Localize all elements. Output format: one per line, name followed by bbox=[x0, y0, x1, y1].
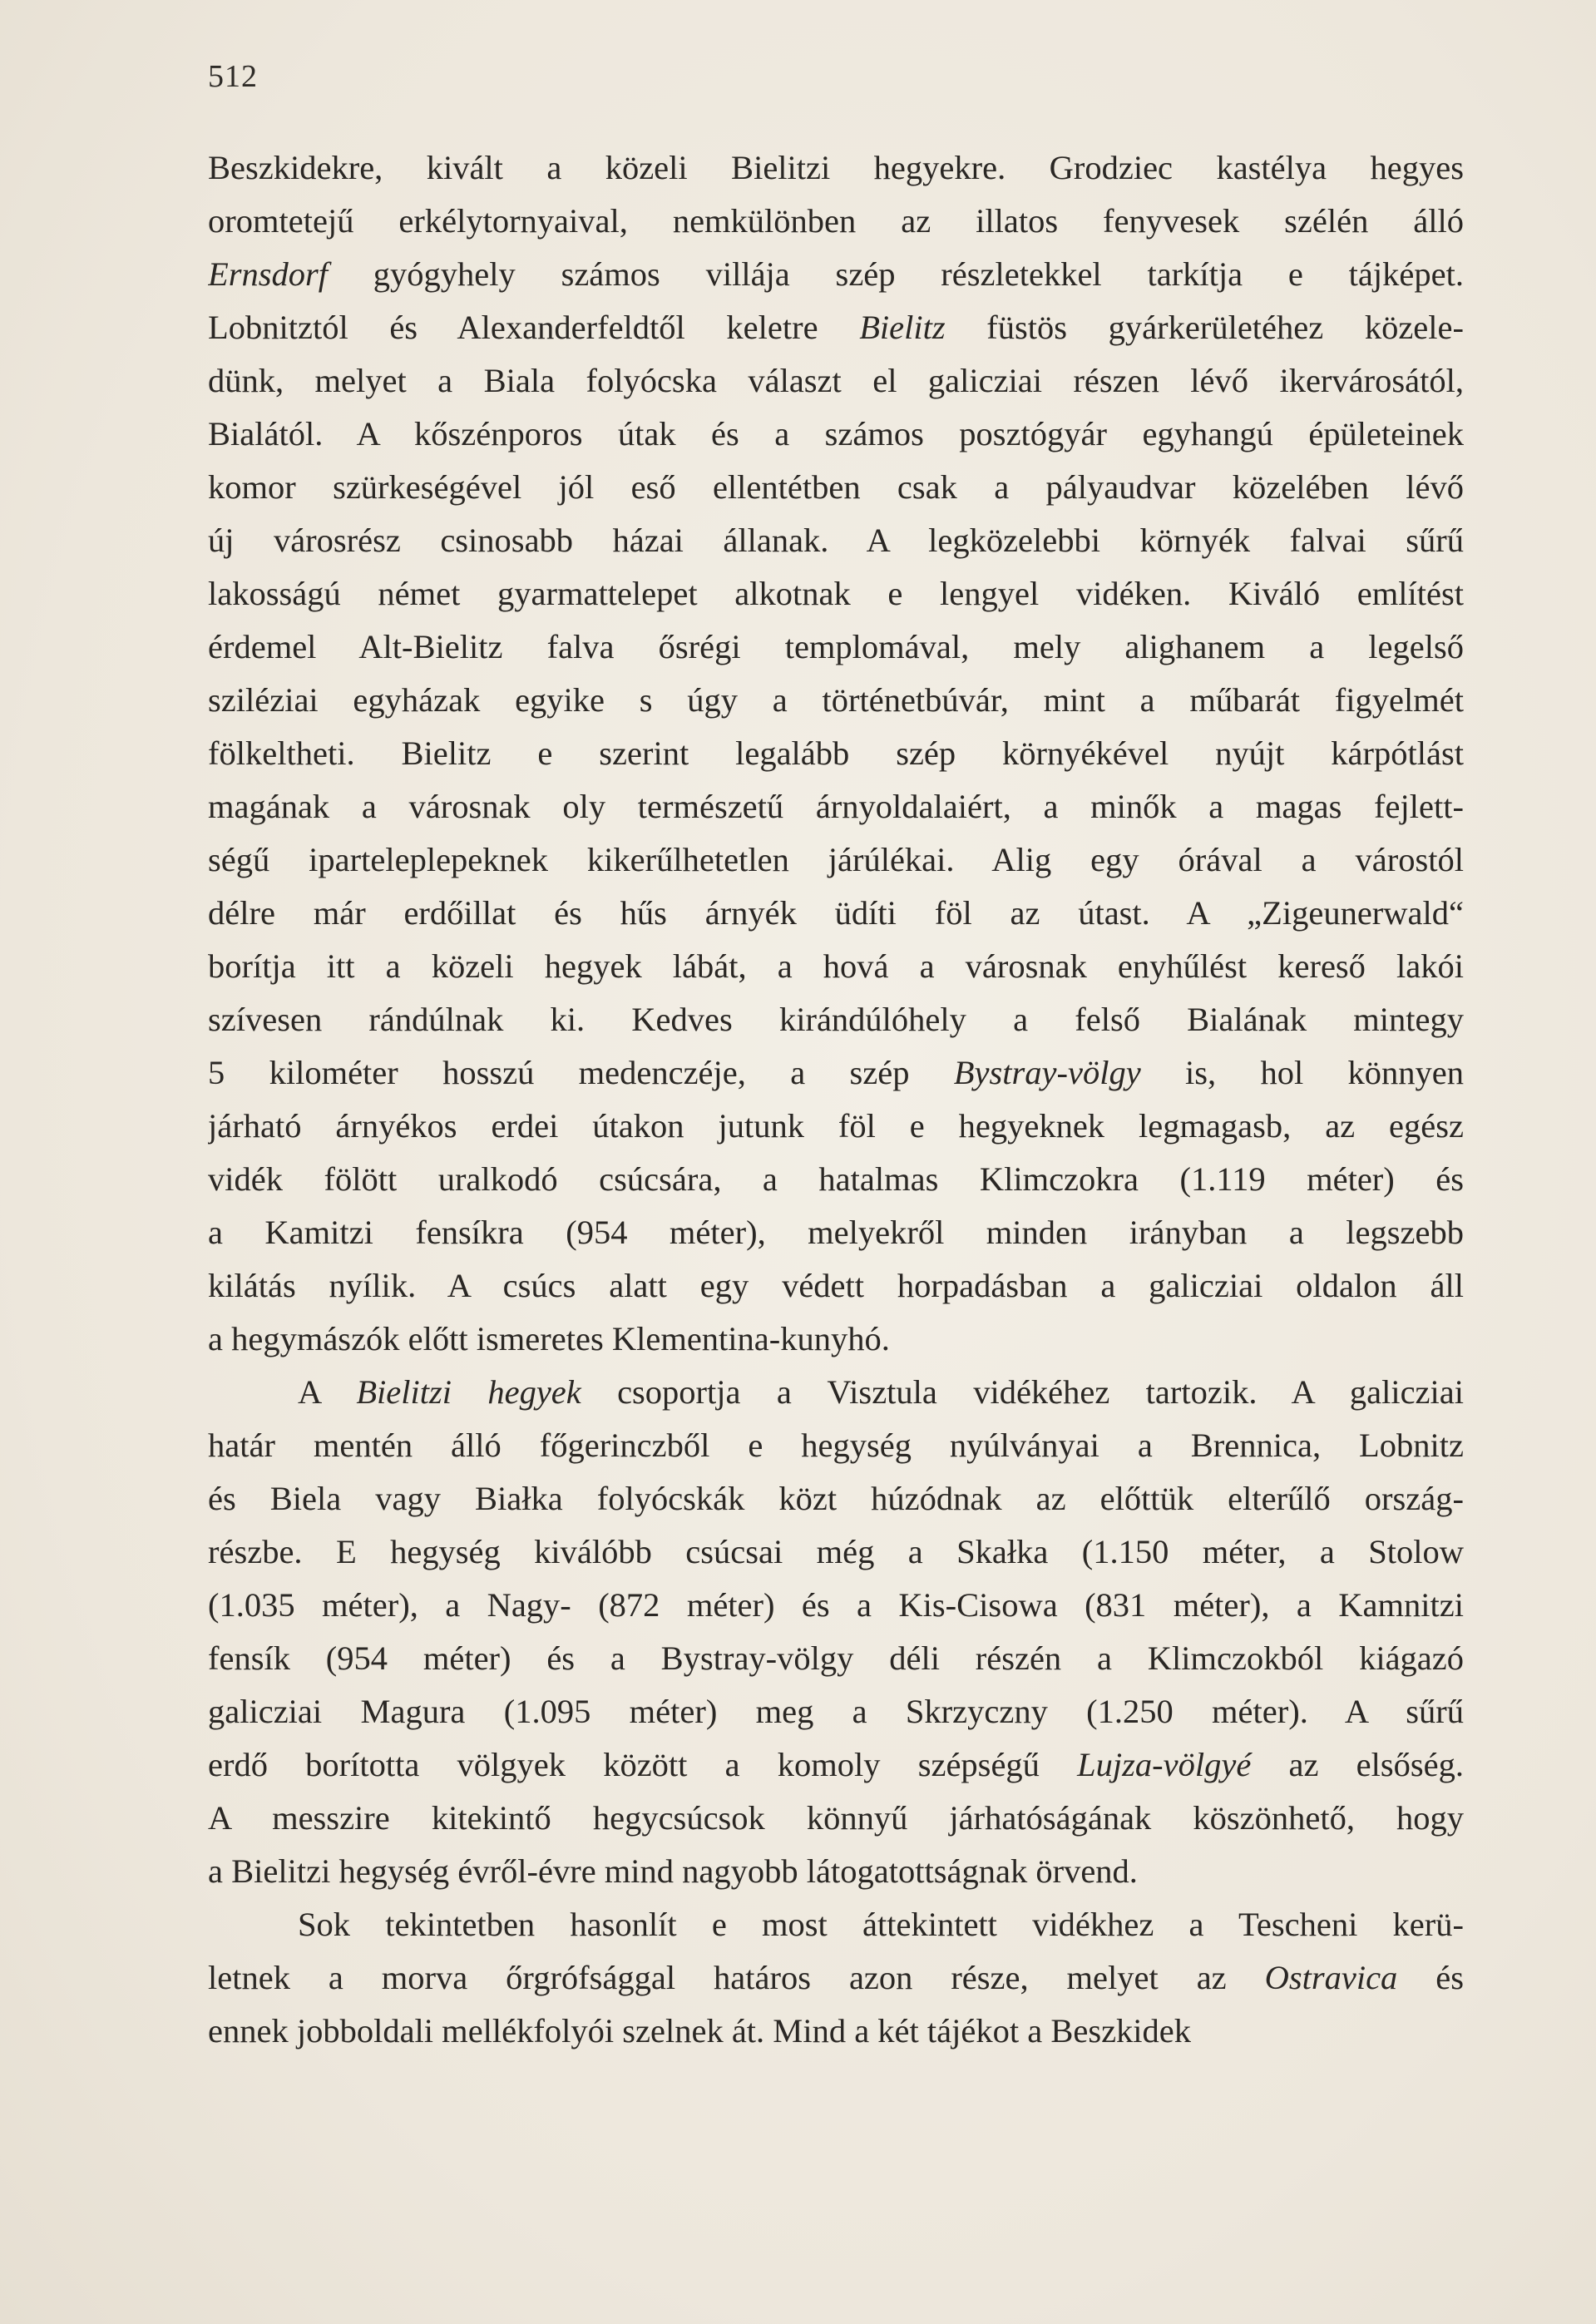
text-line bbox=[208, 993, 1464, 1046]
text-segment: járható árnyékos erdei útakon jutunk föl e hegyeknek legmagasb, az egész bbox=[208, 1107, 1464, 1145]
text-line bbox=[208, 1951, 1464, 2005]
text-line bbox=[208, 1259, 1464, 1313]
italic-term: Bystray-völgy bbox=[953, 1054, 1141, 1091]
text-line bbox=[208, 1313, 1464, 1366]
text-segment: 5 kilométer hosszú medenczéje, a szép bbox=[208, 1054, 954, 1091]
text-segment: borítja itt a közeli hegyek lábát, a hová a városnak enyhűlést kereső lakói bbox=[208, 947, 1464, 985]
text-line bbox=[208, 195, 1464, 248]
text-line bbox=[208, 621, 1464, 674]
text-line bbox=[208, 2005, 1464, 2058]
text-segment: délre már erdőillat és hűs árnyék üdíti föl az útast. A „Zigeunerwald“ bbox=[208, 894, 1464, 932]
paragraph bbox=[208, 141, 1464, 1366]
italic-term: Ostravica bbox=[1264, 1959, 1398, 1996]
paragraph bbox=[208, 1366, 1464, 1898]
text-segment: Lobnitztól és Alexanderfeldtől keletre bbox=[208, 309, 860, 346]
text-segment: és bbox=[1397, 1959, 1464, 1996]
text-segment: kilátás nyílik. A csúcs alatt egy védett horpadásban a galicziai oldalon áll bbox=[208, 1267, 1464, 1304]
text-line bbox=[208, 1153, 1464, 1206]
text-segment: dünk, melyet a Biala folyócska választ el galicziai részen lévő ikervárosától, bbox=[208, 362, 1464, 399]
text-segment: sziléziai egyházak egyike s úgy a történetbúvár, mint a műbarát figyelmét bbox=[208, 681, 1464, 719]
text-line bbox=[208, 940, 1464, 993]
text-segment: Sok tekintetben hasonlít e most áttekintett vidékhez a Tescheni kerü- bbox=[298, 1906, 1464, 1943]
text-segment: Beszkidekre, kivált a közeli Bielitzi hegyekre. Grodziec kastélya hegyes bbox=[208, 149, 1464, 186]
text-segment: az elsőség. bbox=[1251, 1746, 1464, 1783]
text-line bbox=[208, 780, 1464, 833]
text-line bbox=[208, 248, 1464, 301]
text-line bbox=[208, 1525, 1464, 1579]
text-segment: A messzire kitekintő hegycsúcsok könnyű járhatóságának köszönhető, hogy bbox=[208, 1799, 1464, 1837]
text-segment: részbe. E hegység kiválóbb csúcsai még a Skałka (1.150 méter, a Stolow bbox=[208, 1533, 1464, 1570]
text-segment: határ mentén álló főgerinczből e hegység nyúlványai a Brennica, Lobnitz bbox=[208, 1427, 1464, 1464]
text-segment: csoportja a Visztula vidékéhez tartozik. A galicziai bbox=[581, 1373, 1464, 1411]
text-segment: Bialától. A kőszénporos útak és a számos posztógyár egyhangú épületeinek bbox=[208, 415, 1464, 452]
text-line bbox=[208, 1632, 1464, 1685]
text-segment: magának a városnak oly természetű árnyoldalaiért, a minők a magas fejlett- bbox=[208, 788, 1464, 825]
italic-term: Bielitzi hegyek bbox=[356, 1373, 581, 1411]
text-segment: erdő borította völgyek között a komoly szépségű bbox=[208, 1746, 1078, 1783]
text-line bbox=[208, 727, 1464, 780]
italic-term: Lujza-völgyé bbox=[1077, 1746, 1252, 1783]
text-line bbox=[208, 141, 1464, 195]
text-segment: galicziai Magura (1.095 méter) meg a Skrzyczny (1.250 méter). A sűrű bbox=[208, 1693, 1464, 1730]
text-segment: vidék fölött uralkodó csúcsára, a hatalmas Klimczokra (1.119 méter) és bbox=[208, 1160, 1464, 1198]
text-line bbox=[208, 514, 1464, 567]
text-line bbox=[208, 1366, 1464, 1419]
text-segment: lakosságú német gyarmattelepet alkotnak e lengyel vidéken. Kiváló említést bbox=[208, 575, 1464, 612]
text-line bbox=[208, 1898, 1464, 1951]
text-segment: fölkeltheti. Bielitz e szerint legalább szép környékével nyújt kárpótlást bbox=[208, 734, 1464, 772]
text-line bbox=[208, 1046, 1464, 1100]
text-segment: letnek a morva őrgrófsággal határos azon része, melyet az bbox=[208, 1959, 1265, 1996]
text-segment: szívesen rándúlnak ki. Kedves kirándúlóhely a felső Bialának mintegy bbox=[208, 1001, 1464, 1038]
text-line bbox=[208, 833, 1464, 887]
text-segment: fensík (954 méter) és a Bystray-völgy déli részén a Klimczokból kiágazó bbox=[208, 1639, 1464, 1677]
page-number: 512 bbox=[208, 59, 258, 94]
text-line bbox=[208, 1579, 1464, 1632]
text-line bbox=[208, 408, 1464, 461]
text-segment: oromtetejű erkélytornyaival, nemkülönben az illatos fenyvesek szélén álló bbox=[208, 202, 1464, 240]
text-segment: (1.035 méter), a Nagy- (872 méter) és a Kis-Cisowa (831 méter), a Kamnitzi bbox=[208, 1586, 1464, 1624]
text-segment: ségű iparteleplepeknek kikerűlhetetlen járúlékai. Alig egy órával a várostól bbox=[208, 841, 1464, 878]
paragraph bbox=[208, 1898, 1464, 2058]
text-line bbox=[208, 1685, 1464, 1738]
text-line bbox=[208, 887, 1464, 940]
text-segment: a Kamitzi fensíkra (954 méter), melyekről minden irányban a legszebb bbox=[208, 1214, 1464, 1251]
text-line bbox=[208, 1472, 1464, 1525]
text-line bbox=[208, 1792, 1464, 1845]
text-line bbox=[208, 674, 1464, 727]
text-segment: gyógyhely számos villája szép részletekkel tarkítja e tájképet. bbox=[328, 255, 1464, 293]
text-line bbox=[208, 461, 1464, 514]
text-line bbox=[208, 301, 1464, 354]
text-segment: és Biela vagy Białka folyócskák közt húzódnak az előttük elterűlő ország- bbox=[208, 1480, 1464, 1517]
text-segment: ennek jobboldali mellékfolyói szelnek át. Mind a két tájékot a Beszkidek bbox=[208, 2012, 1192, 2050]
text-segment: új városrész csinosabb házai állanak. A legközelebbi környék falvai sűrű bbox=[208, 522, 1464, 559]
text-segment: is, hol könnyen bbox=[1140, 1054, 1464, 1091]
text-segment: A bbox=[298, 1373, 357, 1411]
text-line bbox=[208, 1738, 1464, 1792]
text-line bbox=[208, 1845, 1464, 1898]
text-segment: a hegymászók előtt ismeretes Klementina-kunyhó. bbox=[208, 1320, 890, 1357]
text-segment: a Bielitzi hegység évről-évre mind nagyobb látogatottságnak örvend. bbox=[208, 1852, 1138, 1890]
text-segment: érdemel Alt-Bielitz falva ősrégi templomával, mely alighanem a legelső bbox=[208, 628, 1464, 665]
text-segment: komor szürkeségével jól eső ellentétben csak a pályaudvar közelében lévő bbox=[208, 468, 1464, 506]
text-segment: füstös gyárkerületéhez közele- bbox=[945, 309, 1464, 346]
text-line bbox=[208, 354, 1464, 408]
text-line bbox=[208, 567, 1464, 621]
body-text bbox=[208, 141, 1464, 2058]
text-line bbox=[208, 1206, 1464, 1259]
text-line bbox=[208, 1100, 1464, 1153]
italic-term: Ernsdorf bbox=[208, 255, 329, 293]
text-line bbox=[208, 1419, 1464, 1472]
italic-term: Bielitz bbox=[859, 309, 946, 346]
